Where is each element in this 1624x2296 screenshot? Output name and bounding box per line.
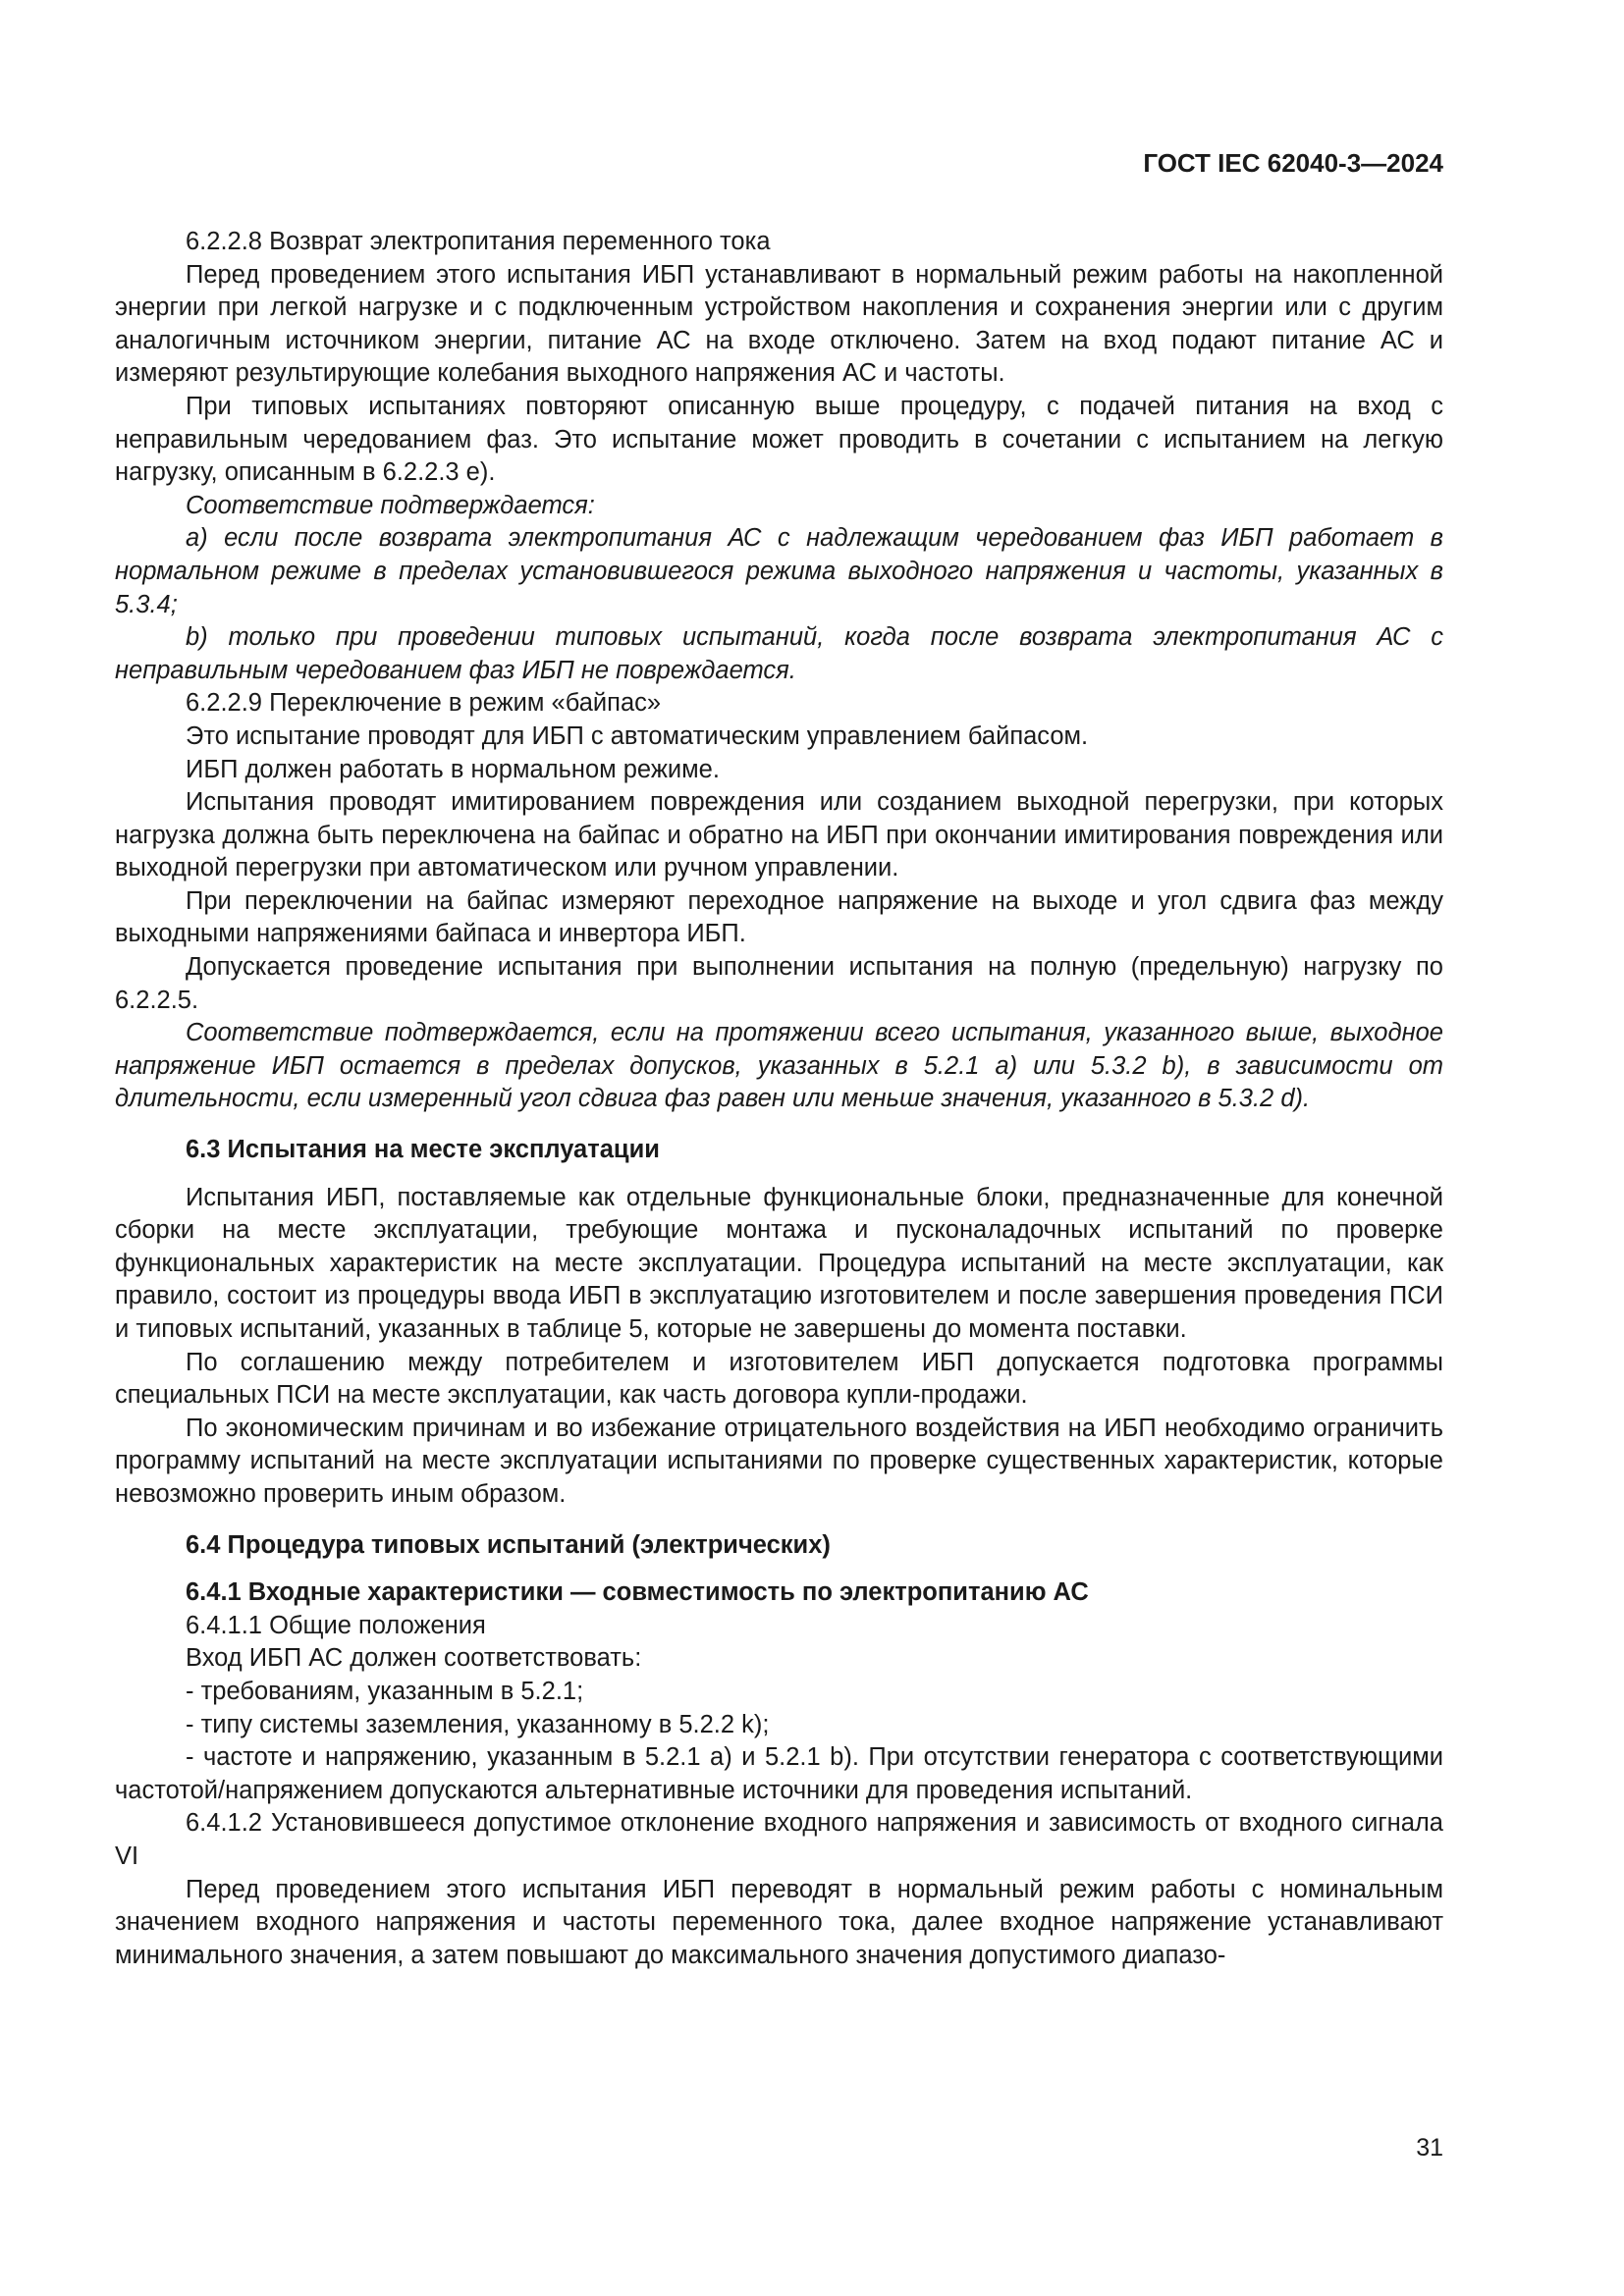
section-6-4-1-heading: 6.4.1 Входные характеристики — совместимость по электропитанию АС bbox=[186, 1578, 1089, 1607]
paragraph: Перед проведением этого испытания ИБП переводят в нормальный режим работы с номинальным значением входного напряжения и частоты переменного тока, далее входное напряжение устанавливают минимального значения, а затем повышают до максимального значения допустимого диапазо- bbox=[115, 1875, 1443, 1969]
clause-6-4-1-2-title: 6.4.1.2 Установившееся допустимое отклонение входного напряжения и зависимость от входного сигнала VI bbox=[115, 1809, 1443, 1870]
paragraph: При переключении на байпас измеряют переходное напряжение на выходе и угол сдвига фаз между выходными напряжениями байпаса и инвертора ИБП. bbox=[115, 886, 1443, 948]
document-body bbox=[115, 226, 1443, 1972]
compliance-statement: Соответствие подтверждается: bbox=[186, 491, 595, 519]
paragraph: ИБП должен работать в нормальном режиме. bbox=[186, 755, 720, 783]
paragraph: При типовых испытаниях повторяют описанную выше процедуру, с подачей питания на вход с неправильным чередованием фаз. Это испытание может проводить в сочетании с испытанием на легкую нагрузку, описанным в 6.2.2.3 е). bbox=[115, 392, 1443, 487]
paragraph: По соглашению между потребителем и изготовителем ИБП допускается подготовка программы специальных ПСИ на месте эксплуатации, как часть договора купли-продажи. bbox=[115, 1348, 1443, 1410]
clause-6-4-1-1-title: 6.4.1.1 Общие положения bbox=[186, 1611, 486, 1639]
paragraph: Испытания проводят имитированием повреждения или созданием выходной перегрузки, при которых нагрузка должна быть переключена на байпас и обратно на ИБП при окончании имитирования повреждения или выходной перегрузки при автоматическом или ручном управлении. bbox=[115, 788, 1443, 882]
paragraph: Допускается проведение испытания при выполнении испытания на полную (предельную) нагрузку по 6.2.2.5. bbox=[115, 953, 1443, 1014]
section-6-4-heading: 6.4 Процедура типовых испытаний (электрических) bbox=[186, 1530, 831, 1559]
standard-header: ГОСТ IEC 62040-3—2024 bbox=[1143, 148, 1443, 178]
section-6-3-heading: 6.3 Испытания на месте эксплуатации bbox=[186, 1136, 660, 1164]
page-number: 31 bbox=[1416, 2134, 1443, 2162]
list-item: - требованиям, указанным в 5.2.1; bbox=[186, 1677, 584, 1705]
paragraph: Испытания ИБП, поставляемые как отдельные функциональные блоки, предназначенные для конечной сборки на месте эксплуатации, требующие монтажа и пусконаладочных испытаний по проверке функциональных характеристик на месте эксплуатации. Процедура испытаний на месте эксплуатации, как правило, состоит из процедуры ввода ИБП в эксплуатацию изготовителем и после завершения проведения ПСИ и типовых испытаний, указанных в таблице 5, которые не завершены до момента поставки. bbox=[115, 1183, 1443, 1343]
document-page bbox=[115, 147, 1443, 2258]
clause-6-2-2-9-title: 6.2.2.9 Переключение в режим «байпас» bbox=[186, 689, 662, 718]
list-item: - частоте и напряжению, указанным в 5.2.1 а) и 5.2.1 b). При отсутствии генератора с соответствующими частотой/напряжением допускаются альтернативные источники для проведения испытаний. bbox=[115, 1743, 1443, 1804]
compliance-item-a: а) если после возврата электропитания АС с надлежащим чередованием фаз ИБП работает в нормальном режиме в пределах установившегося режима выходного напряжения и частоты, указанных в 5.3.4; bbox=[115, 524, 1443, 618]
compliance-item-b: b) только при проведении типовых испытаний, когда после возврата электропитания АС с неправильным чередованием фаз ИБП не повреждается. bbox=[115, 623, 1443, 684]
paragraph: Перед проведением этого испытания ИБП устанавливают в нормальный режим работы на накопленной энергии при легкой нагрузке и с подключенным устройством накопления и сохранения энергии или с другим аналогичным источником энергии, питание АС на входе отключено. Затем на вход подают питание АС и измеряют результирующие колебания выходного напряжения АС и частоты. bbox=[115, 260, 1443, 388]
list-item: - типу системы заземления, указанному в 5.2.2 k); bbox=[186, 1710, 770, 1738]
paragraph: Это испытание проводят для ИБП с автоматическим управлением байпасом. bbox=[186, 721, 1089, 750]
compliance-statement: Соответствие подтверждается, если на протяжении всего испытания, указанного выше, выходное напряжение ИБП остается в пределах допусков, указанных в 5.2.1 а) или 5.3.2 b), в зависимости от длительности, если измеренный угол сдвига фаз равен или меньше значения, указанного в 5.3.2 d). bbox=[115, 1019, 1443, 1113]
clause-6-2-2-8-title: 6.2.2.8 Возврат электропитания переменного тока bbox=[186, 228, 771, 255]
paragraph: Вход ИБП АС должен соответствовать: bbox=[186, 1644, 642, 1673]
paragraph: По экономическим причинам и во избежание отрицательного воздействия на ИБП необходимо ограничить программу испытаний на месте эксплуатации испытаниями по проверке существенных характеристик, которые невозможно проверить иным образом. bbox=[115, 1414, 1443, 1508]
